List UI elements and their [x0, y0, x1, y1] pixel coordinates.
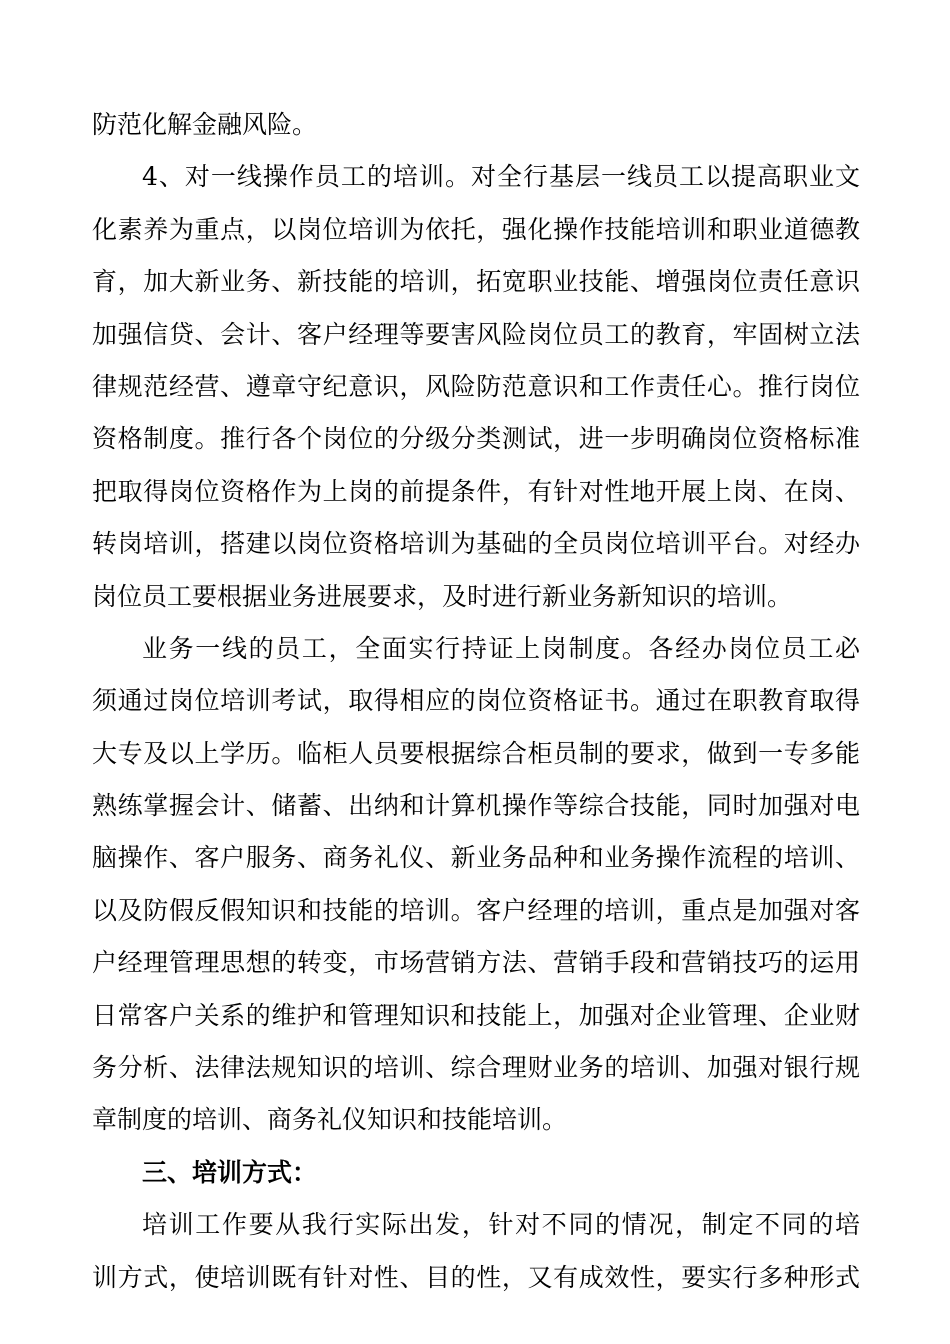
text-line: 育，加大新业务、新技能的培训，拓宽职业技能、增强岗位责任意识	[92, 267, 860, 297]
text-line: 务分析、法律法规知识的培训、综合理财业务的培训、加强对银行规	[92, 1053, 860, 1083]
text-line: 转岗培训，搭建以岗位资格培训为基础的全员岗位培训平台。对经办	[92, 529, 860, 559]
text-line: 熟练掌握会计、储蓄、出纳和计算机操作等综合技能，同时加强对电	[92, 791, 860, 821]
text-line: 日常客户关系的维护和管理知识和技能上，加强对企业管理、企业财	[92, 1000, 860, 1030]
document-body	[92, 99, 860, 1304]
text-line: 章制度的培训、商务礼仪知识和技能培训。	[92, 1105, 568, 1135]
text-line: 防范化解金融风险。	[92, 110, 318, 139]
text-line: 加强信贷、会计、客户经理等要害风险岗位员工的教育，牢固树立法	[92, 319, 860, 349]
text-line: 资格制度。推行各个岗位的分级分类测试，进一步明确岗位资格标准	[92, 424, 860, 454]
text-line: 户经理管理思想的转变，市场营销方法、营销手段和营销技巧的运用	[92, 948, 860, 978]
text-line: 须通过岗位培训考试，取得相应的岗位资格证书。通过在职教育取得	[92, 686, 860, 716]
text-line: 把取得岗位资格作为上岗的前提条件，有针对性地开展上岗、在岗、	[92, 476, 860, 506]
text-line: 培训工作要从我行实际出发，针对不同的情况，制定不同的培	[142, 1210, 860, 1240]
text-line: 以及防假反假知识和技能的培训。客户经理的培训，重点是加强对客	[92, 895, 860, 925]
text-line: 脑操作、客户服务、商务礼仪、新业务品种和业务操作流程的培训、	[92, 843, 860, 873]
section-heading: 三、培训方式：	[142, 1157, 318, 1187]
text-line: 律规范经营、遵章守纪意识，风险防范意识和工作责任心。推行岗位	[92, 371, 860, 401]
text-line: 业务一线的员工，全面实行持证上岗制度。各经办岗位员工必	[142, 633, 860, 663]
text-line: 化素养为重点，以岗位培训为依托，强化操作技能培训和职业道德教	[92, 214, 860, 244]
text-line: 4、对一线操作员工的培训。对全行基层一线员工以提高职业文	[142, 162, 860, 192]
text-line: 训方式，使培训既有针对性、目的性，又有成效性，要实行多种形式	[92, 1262, 860, 1292]
text-line: 岗位员工要根据业务进展要求，及时进行新业务新知识的培训。	[92, 581, 793, 611]
text-line: 大专及以上学历。临柜人员要根据综合柜员制的要求，做到一专多能	[92, 738, 860, 768]
